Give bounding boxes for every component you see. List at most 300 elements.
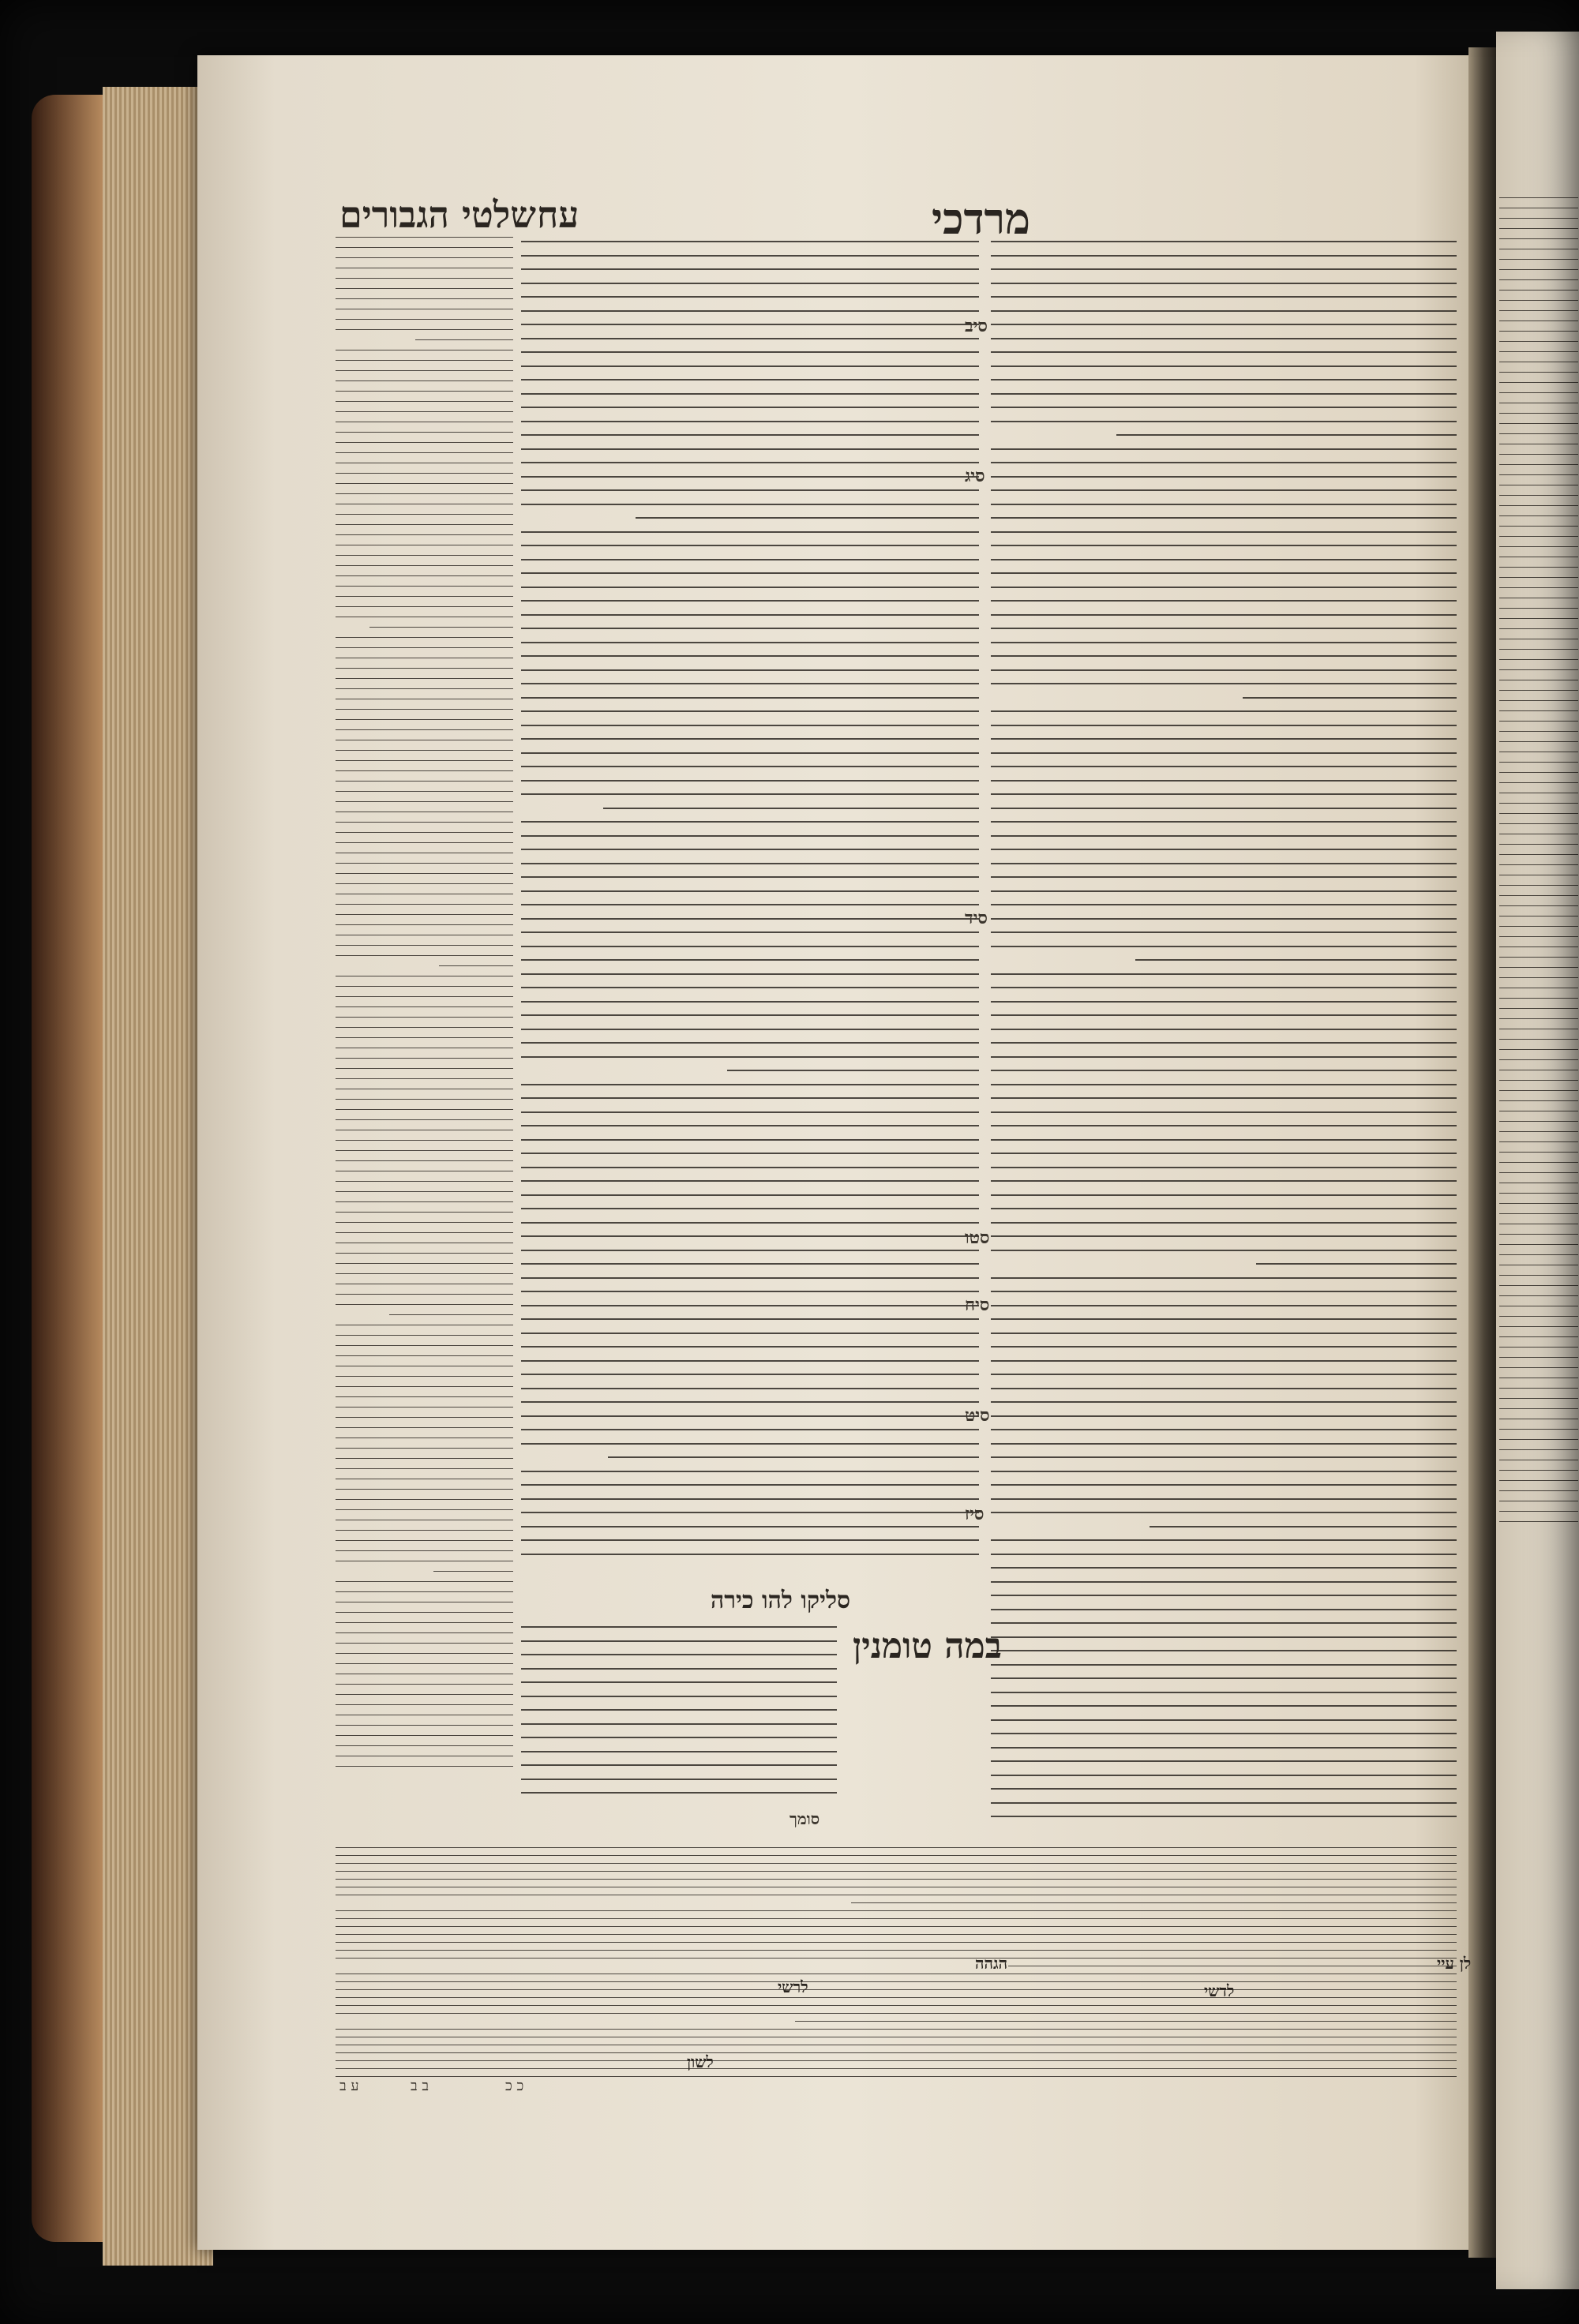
text-line [521,1208,979,1209]
text-line [991,1250,1457,1251]
text-line [336,1150,513,1151]
text-line [991,1471,1457,1472]
text-line [991,296,1457,298]
text-line [1499,700,1578,701]
text-line [336,996,513,997]
text-line [521,1291,979,1292]
text-line [521,1640,837,1642]
text-line [1499,1408,1578,1409]
text-line [991,407,1457,408]
text-line [521,462,979,463]
text-line [521,987,979,988]
text-line [336,760,513,761]
text-line [336,1396,513,1397]
text-line [1499,731,1578,732]
text-line [521,1415,979,1417]
text-line [991,572,1457,574]
text-line [336,1119,513,1120]
text-line [336,1027,513,1028]
text-line [336,955,513,956]
text-line [336,493,513,494]
text-line [1499,957,1578,958]
text-line [991,587,1457,588]
text-line [521,393,979,395]
text-line [1499,372,1578,373]
text-line [336,842,513,843]
text-line [521,365,979,367]
text-line [336,1099,513,1100]
text-line [1499,1131,1578,1132]
text-line [991,1484,1457,1486]
text-line [991,876,1457,878]
text-line [1499,1490,1578,1491]
text-line [521,1764,837,1766]
text-line [521,725,979,726]
text-line [521,1737,837,1738]
text-line [336,257,513,258]
text-line [1499,382,1578,383]
text-line [521,476,979,478]
text-line [991,241,1457,242]
text-line [336,924,513,925]
text-line [336,1550,513,1551]
text-line [521,421,979,422]
text-line [1499,1141,1578,1142]
text-line [336,1509,513,1510]
text-line [1150,1526,1457,1527]
text-line [336,904,513,905]
text-line [1499,454,1578,455]
text-line [521,1346,979,1348]
text-line [1499,279,1578,280]
text-line [336,534,513,535]
text-line [336,873,513,874]
text-line [336,1212,513,1213]
running-head-left: שלטי הגבורים [339,193,536,236]
text-line [1499,587,1578,588]
text-line [521,931,979,933]
text-line [991,1567,1457,1569]
text-line [521,918,979,920]
text-line [521,1654,837,1655]
text-line [1499,1511,1578,1512]
text-line [336,432,513,433]
text-line [1243,697,1457,699]
text-line [336,688,513,689]
text-line [521,1388,979,1389]
text-line [1499,495,1578,496]
text-line [1499,1326,1578,1327]
text-line [991,793,1457,795]
text-line [991,1664,1457,1666]
text-line [336,1294,513,1295]
text-line [521,1167,979,1168]
adjacent-page [1496,32,1579,2289]
text-line [1499,1039,1578,1040]
text-line [336,1468,513,1469]
text-line [1499,628,1578,629]
text-line [1499,515,1578,516]
text-line [521,268,979,270]
text-line [336,1201,513,1202]
text-line [1499,649,1578,650]
text-line [521,628,979,629]
text-line [336,637,513,638]
text-line [1499,803,1578,804]
text-line [1499,1121,1578,1122]
text-line [336,1232,513,1233]
margin-marker: סיד [965,908,988,928]
text-line [1499,526,1578,527]
text-line [521,876,979,878]
text-line [336,1766,513,1767]
text-line [521,1014,979,1016]
text-line [336,1735,513,1736]
text-line [336,442,513,443]
text-line [521,600,979,602]
text-line [1499,546,1578,547]
footnote-label: לשון [687,2052,714,2071]
text-line [521,379,979,380]
text-line [1499,341,1578,342]
text-line [521,1429,979,1430]
text-line [336,832,513,833]
text-line [521,1498,979,1500]
text-line [1499,1439,1578,1440]
text-line [336,1612,513,1613]
text-line [521,1333,979,1334]
text-line [336,770,513,771]
text-line [521,1042,979,1044]
text-line [991,1194,1457,1196]
text-line [521,946,979,947]
signature-mark: כ כ [505,2078,524,2094]
text-line [336,1591,513,1592]
text-line [991,1733,1457,1734]
text-line [991,1788,1457,1790]
text-line [1499,977,1578,978]
text-line [521,559,979,560]
text-line [336,575,513,576]
text-line [336,1581,513,1582]
text-line [336,986,513,987]
text-line [991,1595,1457,1596]
text-line [991,669,1457,671]
text-line [336,1458,513,1459]
catchword: סומך [790,1809,820,1828]
text-line [1499,885,1578,886]
text-line [1499,905,1578,906]
text-line [336,606,513,607]
text-line [991,1291,1457,1292]
text-line [336,678,513,679]
text-line [521,407,979,408]
text-line [991,1333,1457,1334]
text-line [521,1668,837,1670]
text-line [389,1314,514,1315]
text-line [521,835,979,837]
text-line [1499,1521,1578,1522]
text-line [521,669,979,671]
text-line [336,1989,1457,1990]
text-line [991,1816,1457,1817]
text-line [336,1376,513,1377]
text-line [991,1388,1457,1389]
text-line [336,1407,513,1408]
text-line [1499,238,1578,239]
text-line [336,1345,513,1346]
text-line [991,1222,1457,1224]
text-line [336,1181,513,1182]
text-line [991,379,1457,380]
text-line [336,1942,1457,1943]
text-column-middle-continued [521,1626,837,1808]
text-line [521,738,979,740]
text-line [1499,1254,1578,1255]
text-line [1499,762,1578,763]
text-line [1499,1275,1578,1276]
text-line [991,1554,1457,1555]
text-line [1499,721,1578,722]
text-line [991,1443,1457,1445]
text-line [1499,844,1578,845]
text-line [336,1335,513,1336]
text-line [336,1879,1457,1880]
text-line [1499,690,1578,691]
text-line [991,283,1457,284]
text-line [521,1235,979,1237]
text-line [336,1448,513,1449]
text-line [521,890,979,892]
text-line [336,1037,513,1038]
text-line [521,683,979,684]
text-line [521,1554,979,1555]
text-line [521,973,979,975]
text-line [991,752,1457,754]
text-line [336,781,513,782]
footnote-label: לרשי [778,1977,808,1996]
text-line [336,1499,513,1500]
text-line [1499,197,1578,198]
text-line [521,338,979,339]
text-line [1499,1357,1578,1358]
text-line [521,1084,979,1085]
text-line [521,1484,979,1486]
text-line [336,2076,1457,2077]
text-line [336,1427,513,1428]
text-line [336,729,513,730]
text-line [1499,1480,1578,1481]
text-line [991,1512,1457,1513]
text-line [991,725,1457,726]
text-line [336,1530,513,1531]
text-line [336,2029,1457,2030]
text-line [1499,1049,1578,1050]
text-line [991,1581,1457,1583]
text-line [521,489,979,491]
text-line [336,483,513,484]
text-line [1499,577,1578,578]
text-line [336,514,513,515]
text-line [991,255,1457,257]
text-line [991,1305,1457,1306]
text-line [336,237,513,238]
text-line [336,1694,513,1695]
text-line [521,1318,979,1320]
text-line [336,278,513,279]
text-line [991,1636,1457,1638]
text-line [1499,1008,1578,1009]
text-line [336,2060,1457,2061]
text-line [1499,823,1578,824]
text-line [636,517,979,519]
text-line [521,614,979,616]
text-line [336,1622,513,1623]
folio-number: עח [537,193,579,236]
text-line [991,642,1457,643]
text-line [336,1109,513,1110]
text-line [991,489,1457,491]
text-line [1499,1429,1578,1430]
text-line [521,959,979,961]
text-line [991,1415,1457,1417]
text-line [991,1153,1457,1154]
text-line [1499,331,1578,332]
text-line [336,1663,513,1664]
text-line [991,808,1457,809]
text-line [521,448,979,450]
text-line [1499,1244,1578,1245]
footnote-label: הגהה [975,1954,1008,1973]
text-line [336,411,513,412]
text-line [1499,936,1578,937]
text-line [521,1626,837,1628]
text-line [521,1153,979,1154]
text-line [521,1471,979,1472]
text-line [336,1417,513,1418]
text-line [1499,710,1578,711]
text-line [991,1208,1457,1209]
text-line [991,268,1457,270]
text-line [1499,741,1578,742]
text-line [1499,854,1578,855]
text-line [991,1097,1457,1099]
text-line [521,1111,979,1113]
text-line [1499,300,1578,301]
text-line [336,1191,513,1192]
footnote-label: לדשי [1204,1981,1235,2000]
text-line [991,1650,1457,1651]
text-line [336,586,513,587]
text-line [1499,1162,1578,1163]
text-line [521,1360,979,1362]
text-line [336,2052,1457,2053]
text-line [521,849,979,850]
text-line [991,1456,1457,1458]
text-line [991,393,1457,395]
text-line [1499,1285,1578,1286]
text-line [1499,1367,1578,1368]
text-line [336,1855,1457,1856]
text-line [1499,505,1578,506]
text-line [521,697,979,699]
text-line [521,283,979,284]
margin-marker: סיח [965,1295,990,1315]
text-line [991,324,1457,325]
text-line [1499,536,1578,537]
text-line [991,710,1457,712]
text-line [1499,1388,1578,1389]
text-line [1499,413,1578,414]
text-line [1499,433,1578,434]
text-line [991,1001,1457,1003]
text-line [521,1401,979,1403]
text-line [991,1318,1457,1320]
text-line [991,476,1457,478]
text-line [521,1277,979,1279]
text-line [336,565,513,566]
text-line [991,766,1457,767]
text-line [1499,895,1578,896]
text-line [1499,474,1578,475]
text-line [727,1070,979,1071]
text-line [991,351,1457,353]
text-line [369,627,513,628]
text-line [991,1360,1457,1362]
text-line [991,1111,1457,1113]
text-line [1499,864,1578,865]
text-line [521,752,979,754]
margin-marker: סטו [965,1228,990,1248]
text-column-middle [521,241,979,1583]
text-line [336,1871,1457,1872]
text-line [1499,1152,1578,1153]
text-line [521,296,979,298]
text-line [991,1747,1457,1749]
text-line [991,1277,1457,1279]
text-line [1499,1449,1578,1450]
text-line [336,1160,513,1161]
text-line [991,1029,1457,1030]
text-line [336,709,513,710]
text-line [991,1802,1457,1804]
text-line [336,319,513,320]
text-line [991,545,1457,546]
text-line [991,517,1457,519]
text-line [336,1958,1457,1959]
text-line [336,1273,513,1274]
text-line [991,559,1457,560]
text-line [336,596,513,597]
text-line [991,890,1457,892]
text-line [336,329,513,330]
text-column-right [991,241,1457,1851]
text-line [336,1745,513,1746]
text-line [521,1125,979,1126]
text-line [1499,1295,1578,1296]
text-line [991,338,1457,339]
text-line [521,1526,979,1527]
text-line [336,1386,513,1387]
text-line [1499,392,1578,393]
text-line [521,1097,979,1099]
text-line [991,1056,1457,1058]
text-line [336,1017,513,1018]
text-line [336,1926,1457,1927]
text-line [521,1250,979,1251]
text-line [991,904,1457,905]
text-line [521,766,979,767]
